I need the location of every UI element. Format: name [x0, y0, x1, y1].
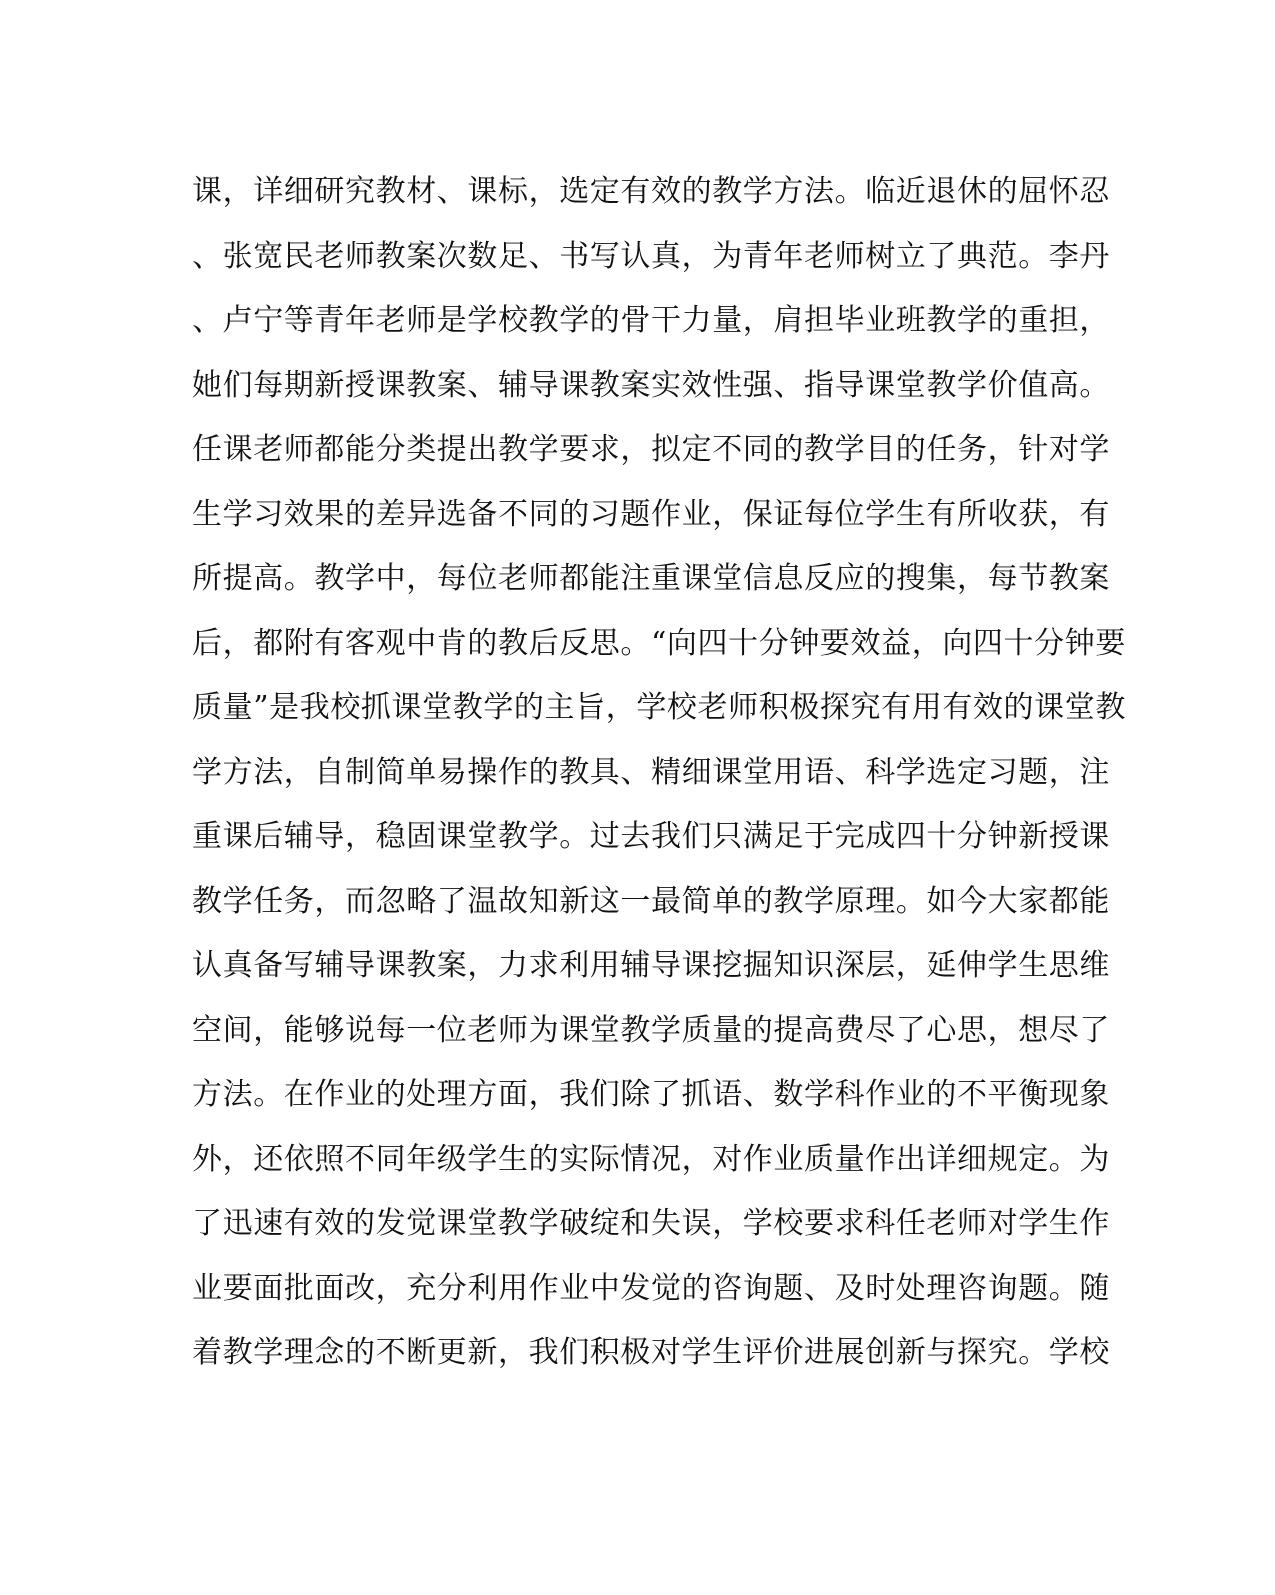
text-line: 她们每期新授课教案、辅导课教案实效性强、指导课堂教学价值高。: [192, 367, 1110, 403]
text-line: 了迅速有效的发觉课堂教学破绽和失误，学校要求科任老师对学生作: [192, 1206, 1110, 1241]
text-line: 重课后辅导，稳固课堂教学。过去我们只满足于完成四十分钟新授课: [192, 819, 1110, 854]
text-line: 业要面批面改，充分利用作业中发觉的咨询题、及时处理咨询题。随: [192, 1270, 1110, 1306]
text-line: 方法。在作业的处理方面，我们除了抓语、数学科作业的不平衡现象: [192, 1077, 1110, 1112]
body-text: [192, 160, 1126, 1386]
text-line: 质量”是我校抓课堂教学的主旨，学校老师积极探究有用有效的课堂教: [192, 690, 1126, 725]
text-line: 所提高。教学中，每位老师都能注重课堂信息反应的搜集，每节教案: [192, 561, 1110, 596]
text-line: 教学任务，而忽略了温故知新这一最简单的教学原理。如今大家都能: [192, 883, 1110, 919]
text-line: 生学习效果的差异选备不同的习题作业，保证每位学生有所收获，有: [192, 496, 1110, 532]
text-line: 着教学理念的不断更新，我们积极对学生评价进展创新与探究。学校: [192, 1335, 1110, 1370]
text-line: 空间，能够说每一位老师为课堂教学质量的提高费尽了心思，想尽了: [192, 1012, 1110, 1048]
text-line: 课，详细研究教材、课标，选定有效的教学方法。临近退休的屈怀忍: [192, 174, 1110, 209]
text-line: 学方法，自制简单易操作的教具、精细课堂用语、科学选定习题，注: [192, 754, 1110, 790]
text-line: 后，都附有客观中肯的教后反思。“向四十分钟要效益，向四十分钟要: [192, 625, 1126, 661]
text-line: 外，还依照不同年级学生的实际情况，对作业质量作出详细规定。为: [192, 1141, 1110, 1177]
text-line: 、张宽民老师教案次数足、书写认真，为青年老师树立了典范。李丹: [192, 238, 1110, 274]
text-line: 、卢宁等青年老师是学校教学的骨干力量，肩担毕业班教学的重担，: [192, 303, 1110, 338]
text-line: 任课老师都能分类提出教学要求，拟定不同的教学目的任务，针对学: [192, 432, 1110, 467]
text-line: 认真备写辅导课教案，力求利用辅导课挖掘知识深层，延伸学生思维: [192, 948, 1110, 983]
